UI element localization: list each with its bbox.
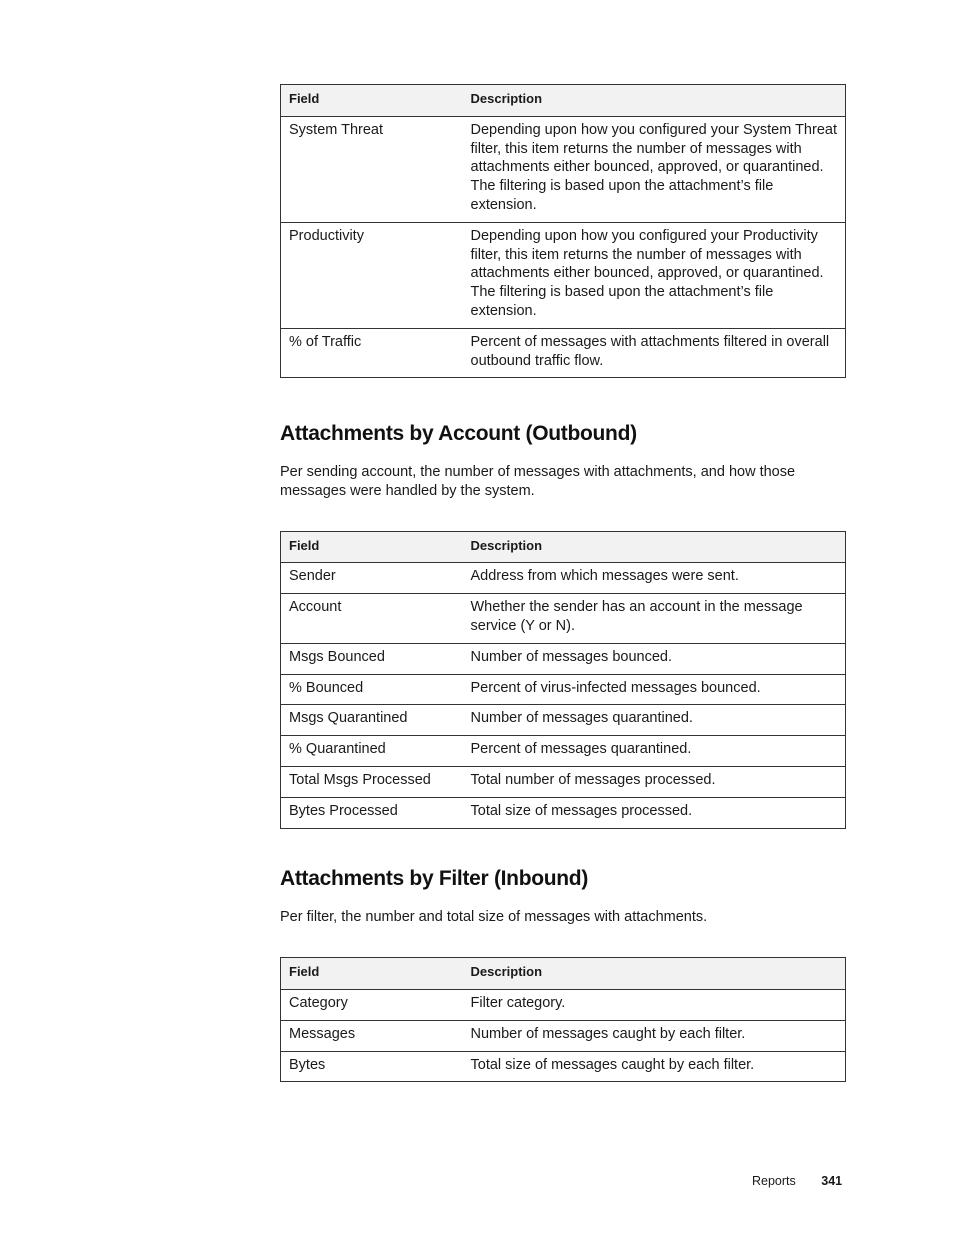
column-header-field: Field bbox=[281, 85, 463, 117]
field-cell: Productivity bbox=[281, 222, 463, 328]
field-cell: % Quarantined bbox=[281, 736, 463, 767]
description-cell: Number of messages quarantined. bbox=[463, 705, 846, 736]
table-header-row bbox=[281, 531, 846, 563]
section-intro-attachments-by-filter: Per filter, the number and total size of messages with attachments. bbox=[280, 908, 708, 925]
table-row bbox=[281, 705, 846, 736]
column-header-description: Description bbox=[463, 958, 846, 990]
field-cell: Msgs Quarantined bbox=[281, 705, 463, 736]
table-attachments-by-filter bbox=[280, 957, 846, 1082]
description-cell: Whether the sender has an account in the message service (Y or N). bbox=[463, 594, 846, 644]
table-outbound-filters bbox=[280, 84, 846, 378]
field-cell: Messages bbox=[281, 1020, 463, 1051]
field-cell: Sender bbox=[281, 563, 463, 594]
description-cell: Total size of messages caught by each filter. bbox=[463, 1051, 846, 1082]
description-cell: Percent of messages quarantined. bbox=[463, 736, 846, 767]
table-row bbox=[281, 989, 846, 1020]
table-row bbox=[281, 1020, 846, 1051]
field-cell: Category bbox=[281, 989, 463, 1020]
description-cell: Percent of virus-infected messages bounced. bbox=[463, 674, 846, 705]
table-row bbox=[281, 563, 846, 594]
table-row bbox=[281, 766, 846, 797]
table-row bbox=[281, 222, 846, 328]
footer-section-name: Reports bbox=[752, 1174, 796, 1188]
description-cell: Total size of messages processed. bbox=[463, 797, 846, 828]
page-footer bbox=[752, 1174, 842, 1188]
table-row bbox=[281, 328, 846, 378]
table-row bbox=[281, 643, 846, 674]
description-cell: Depending upon how you configured your Productivity filter, this item returns the number of messages with attachments either bounced, approved, or quarantined. The filtering is based upon the attachment’s file extension. bbox=[463, 222, 846, 328]
table-attachments-by-account bbox=[280, 531, 846, 829]
page-number: 341 bbox=[821, 1174, 843, 1188]
column-header-field: Field bbox=[281, 958, 463, 990]
section-intro-attachments-by-account: Per sending account, the number of messages with attachments, and how those messages were handled by the system. bbox=[280, 464, 796, 499]
description-cell: Percent of messages with attachments filtered in overall outbound traffic flow. bbox=[463, 328, 846, 378]
table-row bbox=[281, 116, 846, 222]
description-cell: Address from which messages were sent. bbox=[463, 563, 846, 594]
description-cell: Number of messages bounced. bbox=[463, 643, 846, 674]
field-cell: Bytes bbox=[281, 1051, 463, 1082]
column-header-description: Description bbox=[463, 85, 846, 117]
table-header-row bbox=[281, 958, 846, 990]
column-header-field: Field bbox=[281, 531, 463, 563]
section-heading-attachments-by-account: Attachments by Account (Outbound) bbox=[280, 422, 637, 446]
table-row bbox=[281, 797, 846, 828]
field-cell: Msgs Bounced bbox=[281, 643, 463, 674]
field-cell: System Threat bbox=[281, 116, 463, 222]
description-cell: Number of messages caught by each filter. bbox=[463, 1020, 846, 1051]
column-header-description: Description bbox=[463, 531, 846, 563]
field-cell: % Bounced bbox=[281, 674, 463, 705]
table-row bbox=[281, 674, 846, 705]
field-cell: Account bbox=[281, 594, 463, 644]
table-row bbox=[281, 594, 846, 644]
table-row bbox=[281, 736, 846, 767]
field-cell: % of Traffic bbox=[281, 328, 463, 378]
table-header-row bbox=[281, 85, 846, 117]
description-cell: Total number of messages processed. bbox=[463, 766, 846, 797]
description-cell: Filter category. bbox=[463, 989, 846, 1020]
description-cell: Depending upon how you configured your System Threat filter, this item returns the number of messages with attachments either bounced, approved, or quarantined. The filtering is based upon the attachment’s file extension. bbox=[463, 116, 846, 222]
table-row bbox=[281, 1051, 846, 1082]
field-cell: Total Msgs Processed bbox=[281, 766, 463, 797]
field-cell: Bytes Processed bbox=[281, 797, 463, 828]
section-heading-attachments-by-filter: Attachments by Filter (Inbound) bbox=[280, 866, 589, 890]
page-content bbox=[280, 84, 845, 1082]
